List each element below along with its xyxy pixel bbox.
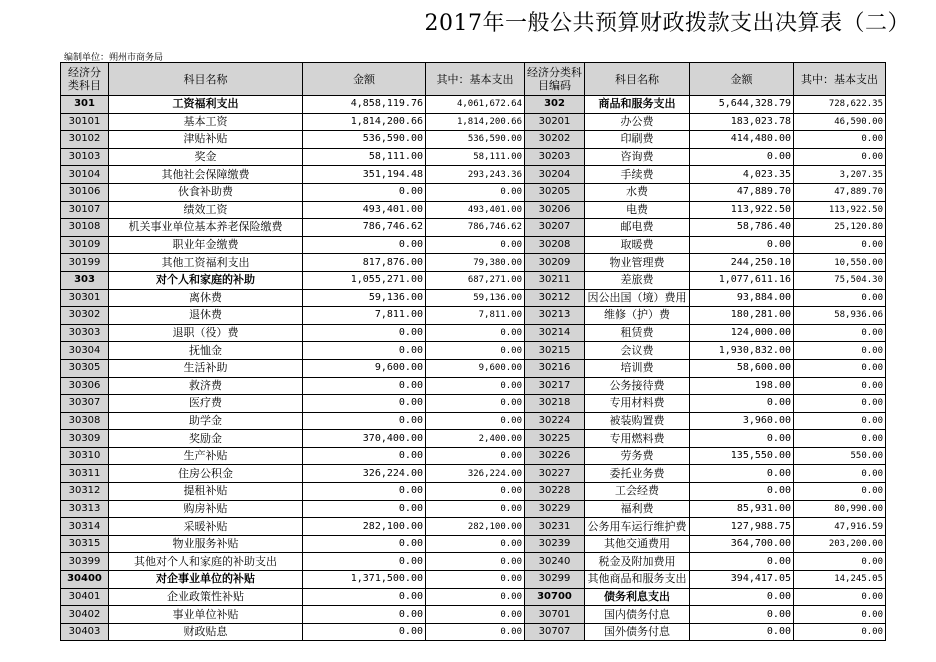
right-amount-cell: 85,931.00 [690, 500, 794, 518]
header-code2: 经济分类科目编码 [525, 63, 585, 96]
left-code-cell: 30102 [61, 131, 109, 149]
table-row [61, 96, 886, 114]
left-name-cell: 采暖补贴 [109, 518, 303, 536]
right-code-cell: 30229 [525, 500, 585, 518]
left-basic-cell: 0.00 [426, 447, 525, 465]
right-basic-cell: 3,207.35 [794, 166, 886, 184]
left-basic-cell: 293,243.36 [426, 166, 525, 184]
page-title: 2017年一般公共预算财政拨款支出决算表（二） [424, 11, 910, 36]
table-row [61, 324, 886, 342]
left-amount-cell: 0.00 [303, 183, 426, 201]
left-code-cell: 30301 [61, 289, 109, 307]
right-code-cell: 30707 [525, 623, 585, 641]
left-amount-cell: 493,401.00 [303, 201, 426, 219]
right-code-cell: 30201 [525, 113, 585, 131]
right-name-cell: 委托业务费 [585, 465, 690, 483]
right-amount-cell: 113,922.50 [690, 201, 794, 219]
right-basic-cell: 46,590.00 [794, 113, 886, 131]
left-code-cell: 30403 [61, 623, 109, 641]
right-basic-cell: 0.00 [794, 553, 886, 571]
left-code-cell: 30101 [61, 113, 109, 131]
left-basic-cell: 4,061,672.64 [426, 96, 525, 114]
left-name-cell: 物业服务补贴 [109, 535, 303, 553]
right-basic-cell: 75,504.30 [794, 271, 886, 289]
header-basic: 其中：基本支出 [426, 63, 525, 96]
right-amount-cell: 47,889.70 [690, 183, 794, 201]
left-basic-cell: 9,600.00 [426, 359, 525, 377]
table-row [61, 166, 886, 184]
right-amount-cell: 3,960.00 [690, 412, 794, 430]
right-amount-cell: 0.00 [690, 465, 794, 483]
left-name-cell: 机关事业单位基本养老保险缴费 [109, 219, 303, 237]
table-row [61, 201, 886, 219]
right-code-cell: 30701 [525, 606, 585, 624]
left-code-cell: 30402 [61, 606, 109, 624]
left-code-cell: 30104 [61, 166, 109, 184]
left-basic-cell: 0.00 [426, 500, 525, 518]
table-row [61, 342, 886, 360]
right-amount-cell: 0.00 [690, 606, 794, 624]
right-basic-cell: 0.00 [794, 465, 886, 483]
left-name-cell: 企业政策性补贴 [109, 588, 303, 606]
table-row [61, 236, 886, 254]
left-amount-cell: 0.00 [303, 500, 426, 518]
right-code-cell: 30207 [525, 219, 585, 237]
right-name-cell: 办公费 [585, 113, 690, 131]
table-row [61, 254, 886, 272]
right-code-cell: 30240 [525, 553, 585, 571]
left-name-cell: 其他工资福利支出 [109, 254, 303, 272]
table-row [61, 359, 886, 377]
right-amount-cell: 244,250.10 [690, 254, 794, 272]
left-amount-cell: 0.00 [303, 412, 426, 430]
left-name-cell: 救济费 [109, 377, 303, 395]
left-code-cell: 30314 [61, 518, 109, 536]
right-basic-cell: 0.00 [794, 359, 886, 377]
left-basic-cell: 0.00 [426, 324, 525, 342]
right-code-cell: 30225 [525, 430, 585, 448]
left-amount-cell: 0.00 [303, 623, 426, 641]
table-row [61, 535, 886, 553]
right-amount-cell: 198.00 [690, 377, 794, 395]
left-amount-cell: 58,111.00 [303, 148, 426, 166]
right-basic-cell: 0.00 [794, 430, 886, 448]
left-amount-cell: 9,600.00 [303, 359, 426, 377]
left-amount-cell: 0.00 [303, 553, 426, 571]
left-basic-cell: 2,400.00 [426, 430, 525, 448]
table-row [61, 377, 886, 395]
left-basic-cell: 0.00 [426, 377, 525, 395]
left-amount-cell: 0.00 [303, 377, 426, 395]
right-code-cell: 30700 [525, 588, 585, 606]
left-code-cell: 30305 [61, 359, 109, 377]
right-code-cell: 30217 [525, 377, 585, 395]
left-basic-cell: 0.00 [426, 623, 525, 641]
left-amount-cell: 0.00 [303, 342, 426, 360]
right-basic-cell: 0.00 [794, 236, 886, 254]
right-name-cell: 国内债务付息 [585, 606, 690, 624]
right-name-cell: 商品和服务支出 [585, 96, 690, 114]
right-amount-cell: 93,884.00 [690, 289, 794, 307]
right-basic-cell: 0.00 [794, 606, 886, 624]
left-code-cell: 30315 [61, 535, 109, 553]
right-code-cell: 30204 [525, 166, 585, 184]
right-name-cell: 物业管理费 [585, 254, 690, 272]
left-code-cell: 30401 [61, 588, 109, 606]
right-name-cell: 差旅费 [585, 271, 690, 289]
left-name-cell: 职业年金缴费 [109, 236, 303, 254]
right-amount-cell: 58,786.40 [690, 219, 794, 237]
left-name-cell: 奖励金 [109, 430, 303, 448]
right-code-cell: 30228 [525, 483, 585, 501]
right-basic-cell: 25,120.80 [794, 219, 886, 237]
right-basic-cell: 0.00 [794, 412, 886, 430]
table-row [61, 113, 886, 131]
right-basic-cell: 0.00 [794, 395, 886, 413]
right-basic-cell: 10,550.00 [794, 254, 886, 272]
left-amount-cell: 0.00 [303, 588, 426, 606]
left-amount-cell: 1,814,200.66 [303, 113, 426, 131]
right-basic-cell: 0.00 [794, 324, 886, 342]
left-basic-cell: 0.00 [426, 553, 525, 571]
left-basic-cell: 0.00 [426, 571, 525, 589]
table-row [61, 131, 886, 149]
left-amount-cell: 1,055,271.00 [303, 271, 426, 289]
left-code-cell: 30309 [61, 430, 109, 448]
left-name-cell: 提租补贴 [109, 483, 303, 501]
right-amount-cell: 0.00 [690, 588, 794, 606]
right-name-cell: 被装购置费 [585, 412, 690, 430]
left-name-cell: 财政贴息 [109, 623, 303, 641]
left-code-cell: 30199 [61, 254, 109, 272]
right-code-cell: 30206 [525, 201, 585, 219]
left-code-cell: 30399 [61, 553, 109, 571]
right-name-cell: 公务用车运行维护费 [585, 518, 690, 536]
left-name-cell: 津贴补贴 [109, 131, 303, 149]
left-basic-cell: 7,811.00 [426, 307, 525, 325]
left-amount-cell: 0.00 [303, 395, 426, 413]
right-basic-cell: 728,622.35 [794, 96, 886, 114]
header-amount: 金额 [303, 63, 426, 96]
right-amount-cell: 1,077,611.16 [690, 271, 794, 289]
right-name-cell: 取暖费 [585, 236, 690, 254]
left-code-cell: 30103 [61, 148, 109, 166]
left-basic-cell: 0.00 [426, 535, 525, 553]
left-name-cell: 基本工资 [109, 113, 303, 131]
right-name-cell: 因公出国（境）费用 [585, 289, 690, 307]
right-code-cell: 30239 [525, 535, 585, 553]
right-code-cell: 30208 [525, 236, 585, 254]
left-name-cell: 绩效工资 [109, 201, 303, 219]
left-code-cell: 30302 [61, 307, 109, 325]
right-code-cell: 30215 [525, 342, 585, 360]
right-code-cell: 302 [525, 96, 585, 114]
left-name-cell: 生产补贴 [109, 447, 303, 465]
left-amount-cell: 326,224.00 [303, 465, 426, 483]
left-basic-cell: 59,136.00 [426, 289, 525, 307]
right-amount-cell: 364,700.00 [690, 535, 794, 553]
table-row [61, 412, 886, 430]
right-name-cell: 工会经费 [585, 483, 690, 501]
left-basic-cell: 0.00 [426, 412, 525, 430]
right-basic-cell: 47,916.59 [794, 518, 886, 536]
right-basic-cell: 203,200.00 [794, 535, 886, 553]
right-name-cell: 债务利息支出 [585, 588, 690, 606]
left-amount-cell: 4,858,119.76 [303, 96, 426, 114]
left-name-cell: 医疗费 [109, 395, 303, 413]
left-name-cell: 伙食补助费 [109, 183, 303, 201]
left-amount-cell: 0.00 [303, 606, 426, 624]
reporting-unit: 编制单位：朔州市商务局 [64, 53, 164, 63]
left-code-cell: 301 [61, 96, 109, 114]
left-basic-cell: 0.00 [426, 236, 525, 254]
left-name-cell: 购房补贴 [109, 500, 303, 518]
right-amount-cell: 135,550.00 [690, 447, 794, 465]
left-basic-cell: 1,814,200.66 [426, 113, 525, 131]
table-row [61, 465, 886, 483]
right-amount-cell: 0.00 [690, 623, 794, 641]
left-code-cell: 30306 [61, 377, 109, 395]
left-name-cell: 对个人和家庭的补助 [109, 271, 303, 289]
left-basic-cell: 58,111.00 [426, 148, 525, 166]
table-row [61, 518, 886, 536]
left-amount-cell: 0.00 [303, 535, 426, 553]
table-row [61, 289, 886, 307]
right-name-cell: 水费 [585, 183, 690, 201]
right-basic-cell: 0.00 [794, 342, 886, 360]
left-basic-cell: 536,590.00 [426, 131, 525, 149]
left-amount-cell: 536,590.00 [303, 131, 426, 149]
left-amount-cell: 817,876.00 [303, 254, 426, 272]
right-code-cell: 30299 [525, 571, 585, 589]
right-name-cell: 咨询费 [585, 148, 690, 166]
right-name-cell: 福利费 [585, 500, 690, 518]
left-basic-cell: 282,100.00 [426, 518, 525, 536]
right-amount-cell: 58,600.00 [690, 359, 794, 377]
left-code-cell: 30304 [61, 342, 109, 360]
table-row [61, 588, 886, 606]
right-amount-cell: 183,023.78 [690, 113, 794, 131]
left-name-cell: 离休费 [109, 289, 303, 307]
right-basic-cell: 80,990.00 [794, 500, 886, 518]
right-code-cell: 30216 [525, 359, 585, 377]
left-basic-cell: 493,401.00 [426, 201, 525, 219]
table-header-row [61, 63, 886, 96]
left-amount-cell: 0.00 [303, 447, 426, 465]
left-name-cell: 事业单位补贴 [109, 606, 303, 624]
right-basic-cell: 0.00 [794, 483, 886, 501]
right-basic-cell: 0.00 [794, 377, 886, 395]
table-row [61, 571, 886, 589]
budget-table [60, 62, 886, 641]
table-row [61, 307, 886, 325]
left-code-cell: 30310 [61, 447, 109, 465]
left-amount-cell: 7,811.00 [303, 307, 426, 325]
left-name-cell: 生活补助 [109, 359, 303, 377]
table-row [61, 606, 886, 624]
left-name-cell: 奖金 [109, 148, 303, 166]
table-row [61, 553, 886, 571]
right-basic-cell: 14,245.05 [794, 571, 886, 589]
right-code-cell: 30213 [525, 307, 585, 325]
left-name-cell: 助学金 [109, 412, 303, 430]
left-code-cell: 30106 [61, 183, 109, 201]
left-basic-cell: 0.00 [426, 183, 525, 201]
left-name-cell: 其他对个人和家庭的补助支出 [109, 553, 303, 571]
right-basic-cell: 113,922.50 [794, 201, 886, 219]
left-code-cell: 30108 [61, 219, 109, 237]
left-code-cell: 30107 [61, 201, 109, 219]
left-code-cell: 30308 [61, 412, 109, 430]
right-code-cell: 30205 [525, 183, 585, 201]
left-amount-cell: 59,136.00 [303, 289, 426, 307]
left-code-cell: 30109 [61, 236, 109, 254]
left-amount-cell: 0.00 [303, 483, 426, 501]
left-amount-cell: 786,746.62 [303, 219, 426, 237]
header-name2: 科目名称 [585, 63, 690, 96]
right-name-cell: 培训费 [585, 359, 690, 377]
right-amount-cell: 124,000.00 [690, 324, 794, 342]
right-amount-cell: 4,023.35 [690, 166, 794, 184]
left-basic-cell: 0.00 [426, 395, 525, 413]
header-name: 科目名称 [109, 63, 303, 96]
table-row [61, 148, 886, 166]
right-basic-cell: 0.00 [794, 131, 886, 149]
left-amount-cell: 370,400.00 [303, 430, 426, 448]
left-code-cell: 30400 [61, 571, 109, 589]
right-name-cell: 维修（护）费 [585, 307, 690, 325]
left-basic-cell: 79,380.00 [426, 254, 525, 272]
left-code-cell: 30307 [61, 395, 109, 413]
table-row [61, 219, 886, 237]
right-code-cell: 30224 [525, 412, 585, 430]
left-code-cell: 30311 [61, 465, 109, 483]
left-amount-cell: 282,100.00 [303, 518, 426, 536]
right-basic-cell: 0.00 [794, 623, 886, 641]
left-basic-cell: 0.00 [426, 483, 525, 501]
right-code-cell: 30203 [525, 148, 585, 166]
right-amount-cell: 5,644,328.79 [690, 96, 794, 114]
right-amount-cell: 0.00 [690, 236, 794, 254]
header-code: 经济分类科目 [61, 63, 109, 96]
left-code-cell: 303 [61, 271, 109, 289]
right-amount-cell: 127,988.75 [690, 518, 794, 536]
right-name-cell: 印刷费 [585, 131, 690, 149]
right-name-cell: 国外债务付息 [585, 623, 690, 641]
left-basic-cell: 0.00 [426, 588, 525, 606]
table-row [61, 183, 886, 201]
table-row [61, 447, 886, 465]
right-name-cell: 税金及附加费用 [585, 553, 690, 571]
right-name-cell: 手续费 [585, 166, 690, 184]
right-amount-cell: 1,930,832.00 [690, 342, 794, 360]
right-basic-cell: 0.00 [794, 289, 886, 307]
right-code-cell: 30212 [525, 289, 585, 307]
right-name-cell: 其他商品和服务支出 [585, 571, 690, 589]
right-name-cell: 专用材料费 [585, 395, 690, 413]
left-basic-cell: 0.00 [426, 606, 525, 624]
right-basic-cell: 0.00 [794, 588, 886, 606]
left-amount-cell: 0.00 [303, 236, 426, 254]
right-code-cell: 30218 [525, 395, 585, 413]
left-basic-cell: 326,224.00 [426, 465, 525, 483]
right-name-cell: 邮电费 [585, 219, 690, 237]
right-amount-cell: 0.00 [690, 148, 794, 166]
right-amount-cell: 0.00 [690, 395, 794, 413]
right-code-cell: 30226 [525, 447, 585, 465]
table-row [61, 395, 886, 413]
right-name-cell: 租赁费 [585, 324, 690, 342]
header-amount2: 金额 [690, 63, 794, 96]
right-amount-cell: 0.00 [690, 553, 794, 571]
right-basic-cell: 58,936.06 [794, 307, 886, 325]
right-code-cell: 30202 [525, 131, 585, 149]
table-row [61, 500, 886, 518]
right-code-cell: 30211 [525, 271, 585, 289]
left-name-cell: 住房公积金 [109, 465, 303, 483]
right-amount-cell: 0.00 [690, 483, 794, 501]
left-name-cell: 抚恤金 [109, 342, 303, 360]
right-name-cell: 电费 [585, 201, 690, 219]
right-basic-cell: 0.00 [794, 148, 886, 166]
right-name-cell: 专用燃料费 [585, 430, 690, 448]
table-row [61, 271, 886, 289]
right-code-cell: 30231 [525, 518, 585, 536]
right-code-cell: 30227 [525, 465, 585, 483]
right-code-cell: 30209 [525, 254, 585, 272]
right-amount-cell: 0.00 [690, 430, 794, 448]
right-name-cell: 其他交通费用 [585, 535, 690, 553]
left-name-cell: 工资福利支出 [109, 96, 303, 114]
left-name-cell: 其他社会保障缴费 [109, 166, 303, 184]
left-amount-cell: 1,371,500.00 [303, 571, 426, 589]
left-code-cell: 30303 [61, 324, 109, 342]
left-basic-cell: 786,746.62 [426, 219, 525, 237]
right-name-cell: 会议费 [585, 342, 690, 360]
right-basic-cell: 47,889.70 [794, 183, 886, 201]
left-name-cell: 退职（役）费 [109, 324, 303, 342]
table-row [61, 483, 886, 501]
left-amount-cell: 351,194.48 [303, 166, 426, 184]
header-basic2: 其中：基本支出 [794, 63, 886, 96]
left-basic-cell: 687,271.00 [426, 271, 525, 289]
right-amount-cell: 180,281.00 [690, 307, 794, 325]
right-name-cell: 劳务费 [585, 447, 690, 465]
left-amount-cell: 0.00 [303, 324, 426, 342]
right-name-cell: 公务接待费 [585, 377, 690, 395]
left-basic-cell: 0.00 [426, 342, 525, 360]
right-amount-cell: 394,417.05 [690, 571, 794, 589]
right-basic-cell: 550.00 [794, 447, 886, 465]
left-code-cell: 30312 [61, 483, 109, 501]
left-code-cell: 30313 [61, 500, 109, 518]
right-amount-cell: 414,480.00 [690, 131, 794, 149]
table-row [61, 430, 886, 448]
left-name-cell: 对企事业单位的补贴 [109, 571, 303, 589]
left-name-cell: 退休费 [109, 307, 303, 325]
right-code-cell: 30214 [525, 324, 585, 342]
table-row [61, 623, 886, 641]
